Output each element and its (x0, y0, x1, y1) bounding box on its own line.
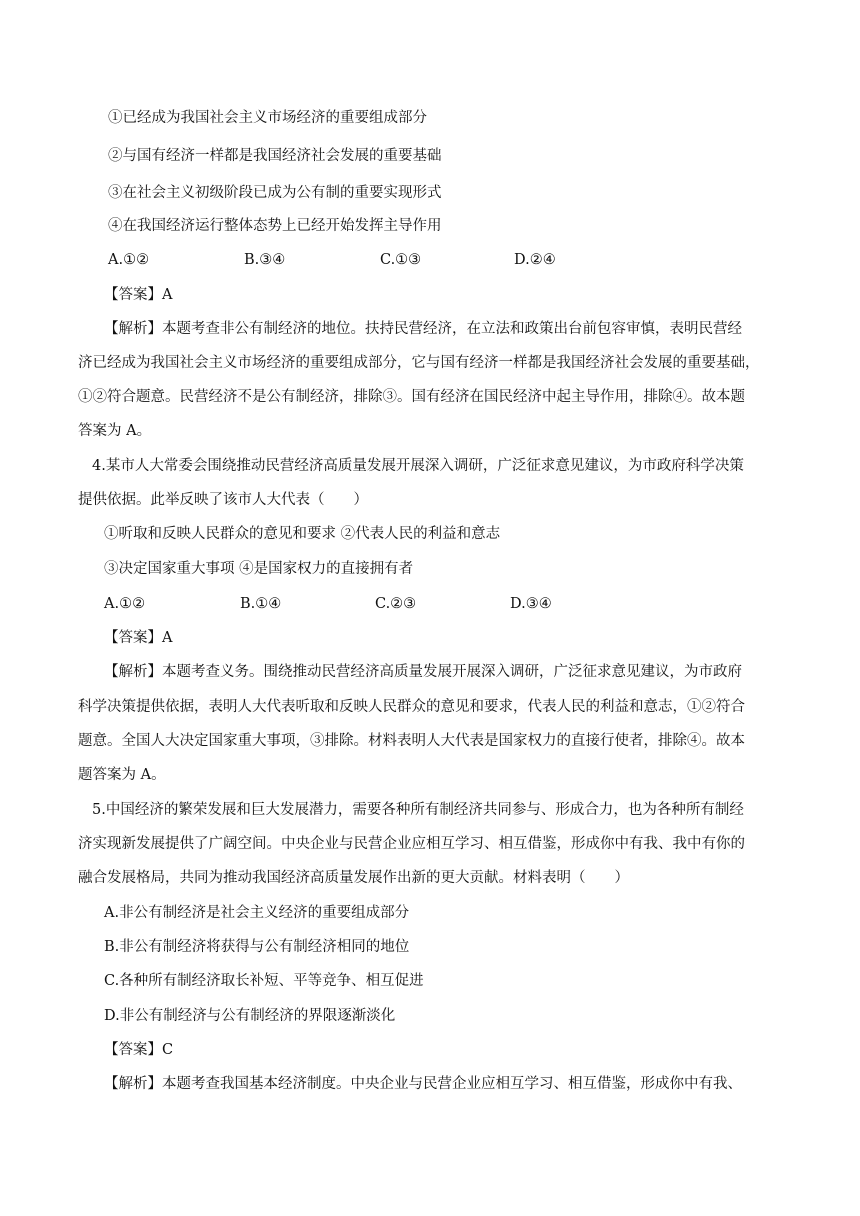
q4-answer: 【答案】A (104, 630, 173, 646)
q3-analysis-line-3: ①②符合题意。民营经济不是公有制经济，排除③。国有经济在国民经济中起主导作用，排除④。故本题 (78, 389, 745, 405)
q4-analysis-line-4: 题答案为 A。 (78, 767, 166, 783)
q3-item-3: ③在社会主义初级阶段已成为公有制的重要实现形式 (108, 185, 442, 201)
q3-option-b: B.③④ (244, 252, 286, 268)
q5-stem-line-1: 5.中国经济的繁荣发展和巨大发展潜力，需要各种所有制经济共同参与、形成合力，也为各种所有制经 (92, 802, 744, 818)
q3-analysis-line-1: 【解析】本题考查非公有制经济的地位。扶持民营经济，在立法和政策出台前包容审慎，表明民营经 (104, 321, 742, 337)
q3-analysis-line-4: 答案为 A。 (78, 423, 152, 439)
q5-answer: 【答案】C (104, 1042, 174, 1058)
q5-option-d: D.非公有制经济与公有制经济的界限逐渐淡化 (104, 1008, 396, 1024)
q4-analysis-line-1: 【解析】本题考查义务。围绕推动民营经济高质量发展开展深入调研，广泛征求意见建议，为市政府 (104, 664, 742, 680)
q3-analysis-line-2: 济已经成为我国社会主义市场经济的重要组成部分，它与国有经济一样都是我国经济社会发展的重要基础， (78, 355, 760, 371)
q3-option-a: A.①② (108, 252, 150, 268)
q4-stem-line-2: 提供依据。此举反映了该市人大代表（ ） (78, 492, 368, 508)
q5-option-b: B.非公有制经济将获得与公有制经济相同的地位 (104, 939, 410, 955)
q4-analysis-line-2: 科学决策提供依据，表明人大代表听取和反映人民群众的意见和要求，代表人民的利益和意志，①②符合 (78, 699, 745, 715)
q4-option-a: A.①② (104, 596, 146, 612)
q4-option-b: B.①④ (240, 596, 282, 612)
q3-answer: 【答案】A (104, 287, 173, 303)
q4-option-c: C.②③ (375, 596, 417, 612)
q5-option-a: A.非公有制经济是社会主义经济的重要组成部分 (104, 905, 410, 921)
q3-item-4: ④在我国经济运行整体态势上已经开始发挥主导作用 (108, 218, 442, 234)
q3-option-d: D.②④ (514, 252, 556, 268)
q4-option-d: D.③④ (510, 596, 552, 612)
q5-stem-line-3: 融合发展格局，共同为推动我国经济高质量发展作出新的更大贡献。材料表明（ ） (78, 870, 629, 886)
q4-analysis-line-3: 题意。全国人大决定国家重大事项，③排除。材料表明人大代表是国家权力的直接行使者，排除④。故本 (78, 733, 745, 749)
q5-stem-line-2: 济实现新发展提供了广阔空间。中央企业与民营企业应相互学习、相互借鉴，形成你中有我、我中有你的 (78, 836, 745, 852)
q5-option-c: C.各种所有制经济取长补短、平等竞争、相互促进 (104, 973, 424, 989)
q3-item-2: ②与国有经济一样都是我国经济社会发展的重要基础 (108, 148, 442, 164)
q4-item-line-1: ①听取和反映人民群众的意见和要求 ②代表人民的利益和意志 (104, 526, 501, 542)
q4-stem-line-1: 4.某市人大常委会围绕推动民营经济高质量发展开展深入调研，广泛征求意见建议，为市政府科学决策 (92, 458, 744, 474)
q3-option-c: C.①③ (380, 252, 422, 268)
q3-item-1: ①已经成为我国社会主义市场经济的重要组成部分 (108, 110, 427, 126)
q5-analysis-line-1: 【解析】本题考查我国基本经济制度。中央企业与民营企业应相互学习、相互借鉴，形成你中有我、 (104, 1076, 742, 1092)
q4-item-line-2: ③决定国家重大事项 ④是国家权力的直接拥有者 (104, 561, 414, 577)
